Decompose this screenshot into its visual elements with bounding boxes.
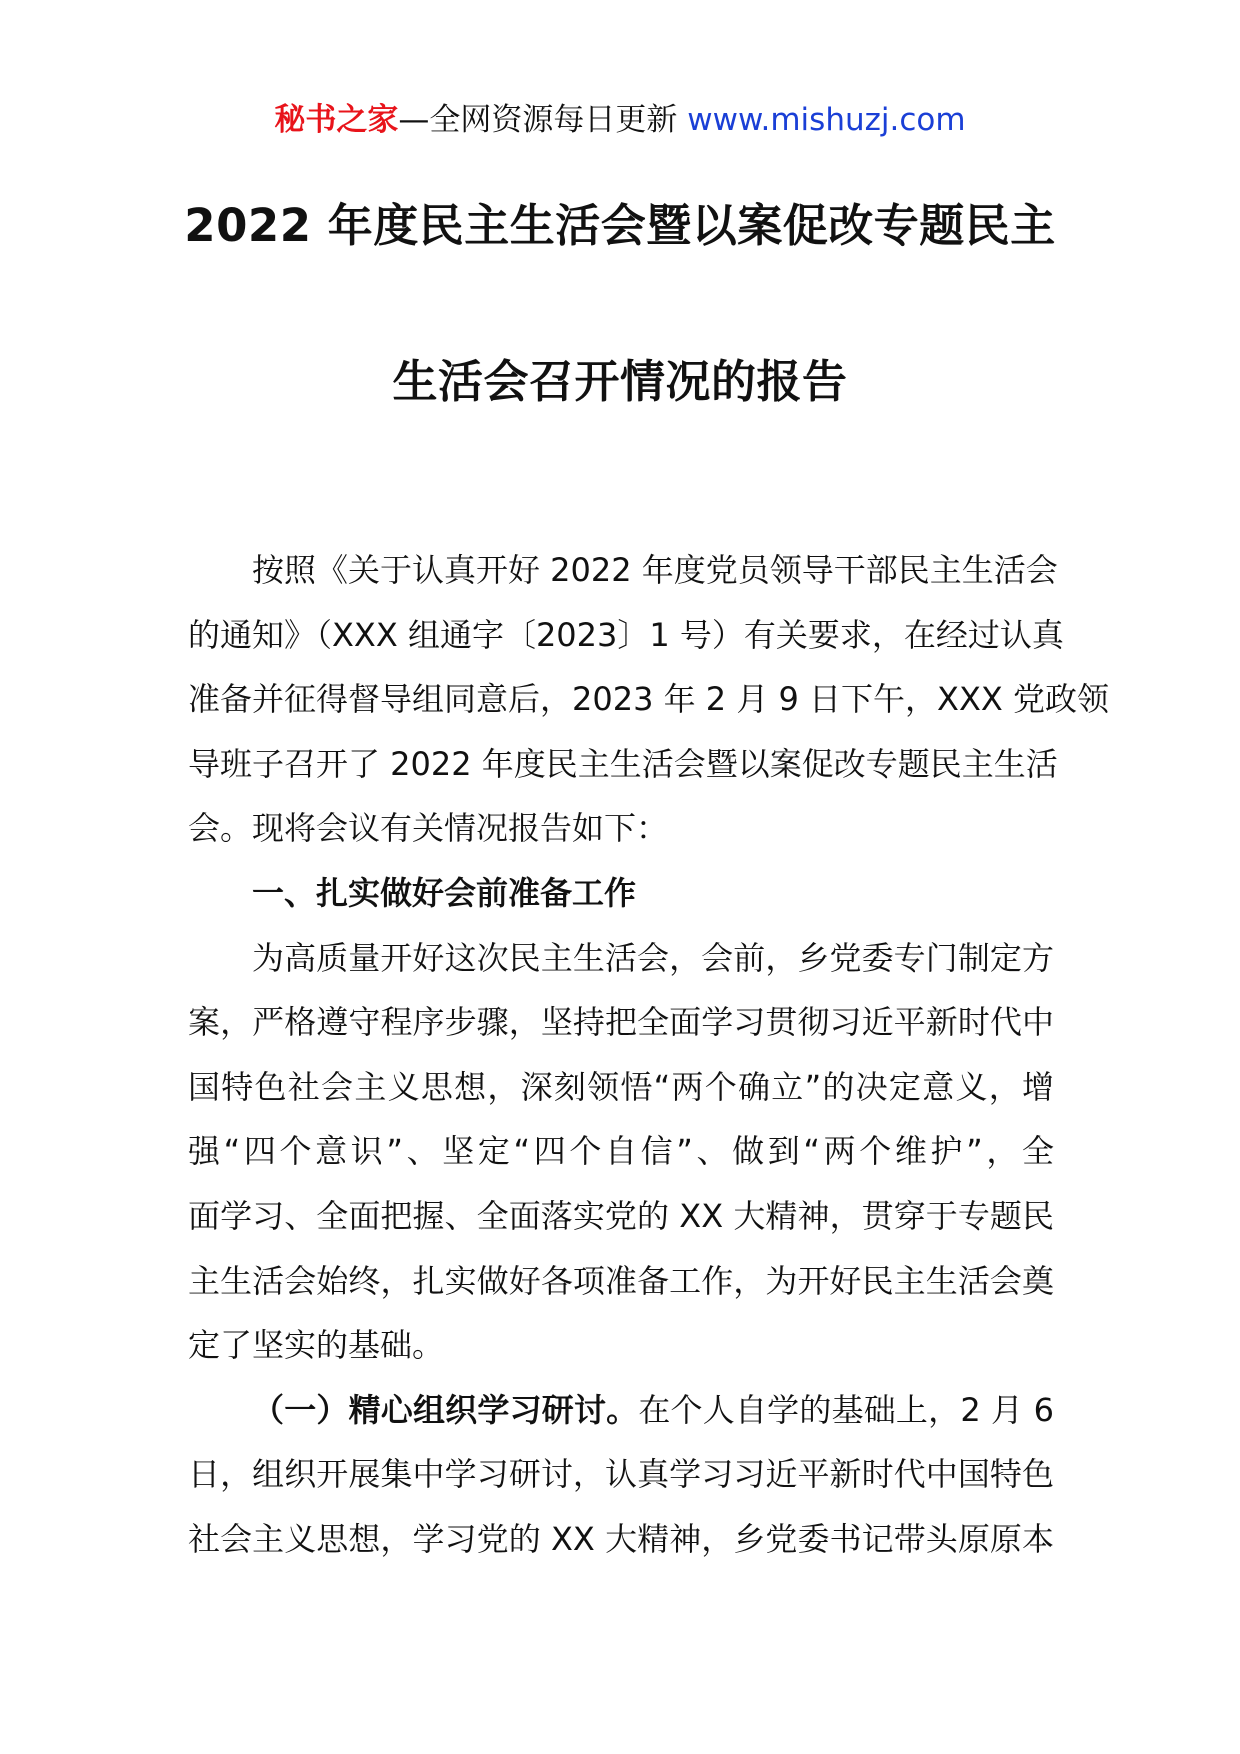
document-title-line-2: 生活会召开情况的报告 bbox=[392, 355, 848, 408]
paragraph-line: 按照《关于认真开好 2022 年度党员领导干部民主生活会 bbox=[252, 551, 1058, 589]
paragraph-line: 会。现将会议有关情况报告如下： bbox=[188, 809, 669, 848]
paragraph-line: 导班子召开了 2022 年度民主生活会暨以案促改专题民主生活 bbox=[188, 744, 1058, 783]
subsection-lead: （一）精心组织学习研讨。 bbox=[252, 1390, 639, 1429]
paragraph-line: 日，组织开展集中学习研讨，认真学习习近平新时代中国特色 bbox=[188, 1455, 1054, 1494]
paragraph-line: 面学习、全面把握、全面落实党的 XX 大精神，贯穿于专题民 bbox=[188, 1196, 1054, 1235]
document-title-line-1: 2022 年度民主生活会暨以案促改专题民主 bbox=[184, 199, 1056, 252]
banner-brand: 秘书之家 bbox=[274, 102, 399, 138]
section-heading: 一、扎实做好会前准备工作 bbox=[252, 873, 637, 912]
preparation-paragraph bbox=[188, 926, 1054, 1378]
paragraph-line: 的通知》（XXX 组通字〔2023〕1 号）有关要求，在经过认真 bbox=[188, 615, 1064, 654]
document-body bbox=[188, 538, 1109, 1572]
intro-paragraph bbox=[188, 538, 1109, 861]
banner-slogan: —全网资源每日更新 bbox=[398, 102, 678, 138]
paragraph-line: 强“四个意识”、坚定“四个自信”、做到“两个维护”，全 bbox=[188, 1132, 1054, 1171]
paragraph-line: 主生活会始终，扎实做好各项准备工作，为开好民主生活会奠 bbox=[188, 1261, 1054, 1300]
paragraph-line: 社会主义思想，学习党的 XX 大精神，乡党委书记带头原原本 bbox=[188, 1519, 1054, 1558]
paragraph-line: 为高质量开好这次民主生活会，会前，乡党委专门制定方 bbox=[252, 938, 1054, 977]
paragraph-line: 案，严格遵守程序步骤，坚持把全面学习贯彻习近平新时代中 bbox=[188, 1003, 1054, 1042]
study-paragraph bbox=[188, 1378, 1054, 1572]
subsection-lead-rest: 在个人自学的基础上，2 月 6 bbox=[638, 1390, 1054, 1429]
site-banner bbox=[0, 98, 1240, 142]
paragraph-line bbox=[188, 1378, 1054, 1443]
paragraph-line: 国特色社会主义思想，深刻领悟“两个确立”的决定意义，增 bbox=[188, 1067, 1054, 1106]
paragraph-line: 定了坚实的基础。 bbox=[188, 1326, 445, 1365]
banner-url-link[interactable]: www.mishuzj.com bbox=[687, 102, 966, 138]
paragraph-line: 准备并征得督导组同意后，2023 年 2 月 9 日下午，XXX 党政领 bbox=[188, 680, 1109, 719]
